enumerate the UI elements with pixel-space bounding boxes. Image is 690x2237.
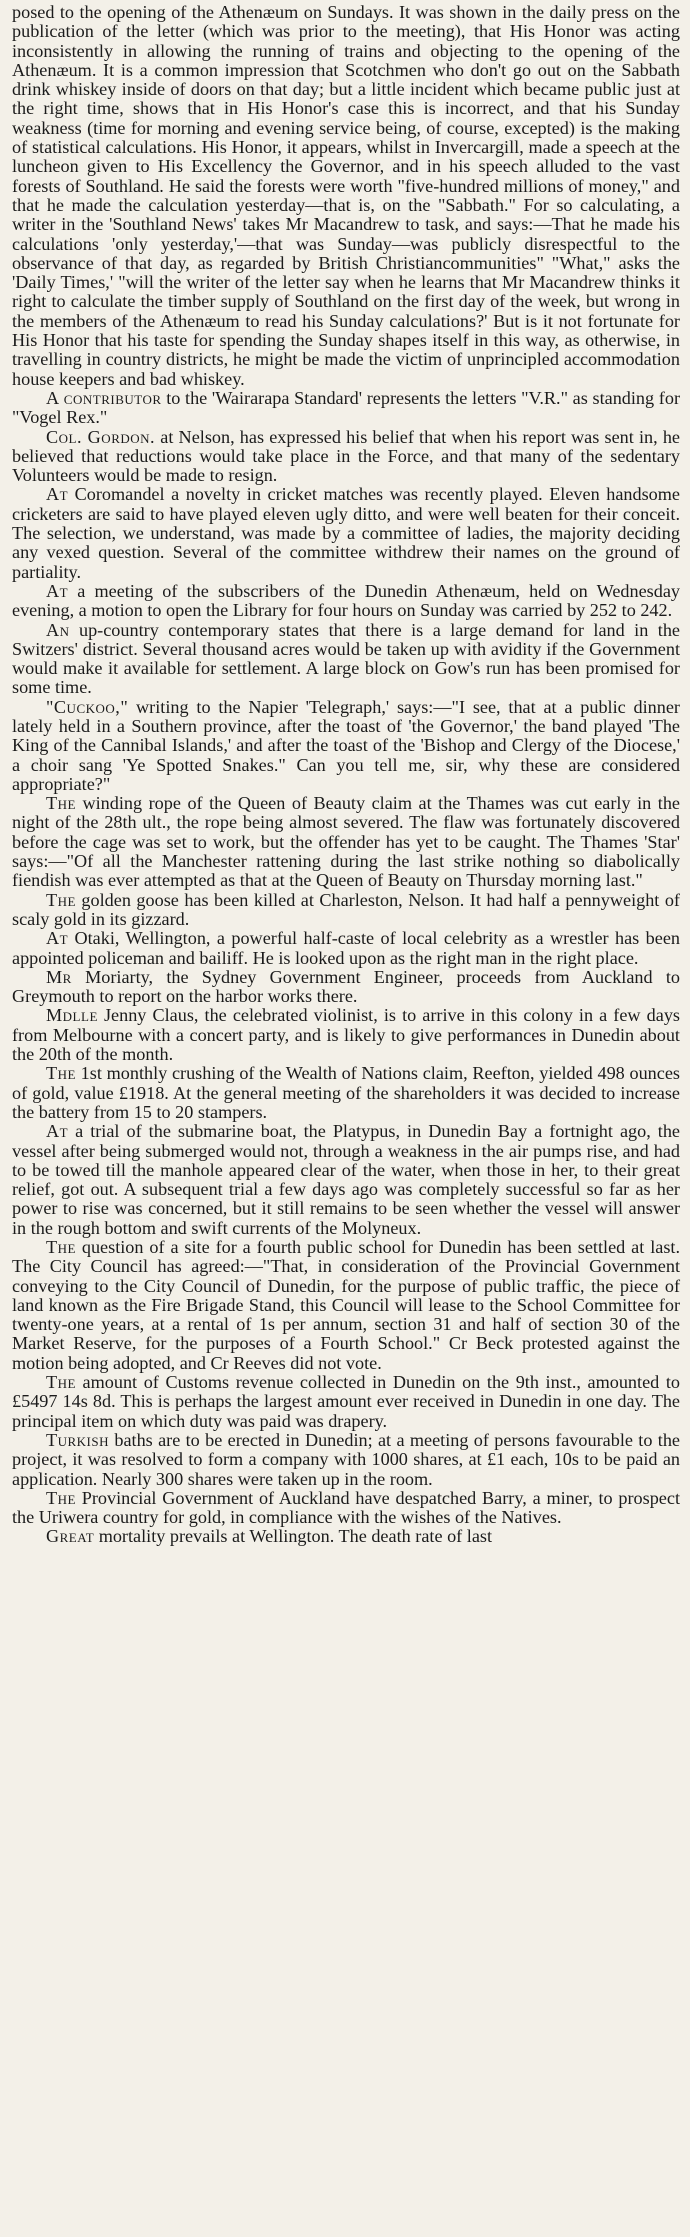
paragraph-text: up-country contemporary states that there is a large demand for land in the Switzers' district. Several thousand acres would be taken up with avidity if the Government would make it available for settlement. A large block on Gow's run has been promised for some time. — [12, 619, 680, 698]
paragraph-queen-of-beauty — [12, 794, 680, 890]
paragraph-moriarty — [12, 968, 680, 1007]
paragraph-lead: The — [46, 1237, 76, 1257]
paragraph-jenny-claus — [12, 1006, 680, 1064]
paragraph-lead: Great — [46, 1526, 95, 1547]
paragraph-lead: The — [46, 793, 76, 814]
paragraph-switzers-land — [12, 621, 680, 698]
paragraph-lead: A contributor — [46, 387, 162, 408]
paragraph-text: Otaki, Wellington, a powerful half-caste of local celebrity as a wrestler has been appointed policeman and bailiff. He is looked upon as the right man in the right place. — [12, 928, 680, 968]
paragraph-text: 1st monthly crushing of the Wealth of Nations claim, Reefton, yielded 498 ounces of gold, value £1918. At the general meeting of the shareholders it was decided to increase the battery from 15 to 20 stampers. — [12, 1063, 680, 1122]
paragraph-athenaeum-meeting — [12, 582, 680, 621]
paragraph-text: Jenny Claus, the celebrated violinist, is to arrive in this colony in a few days from Melbourne with a concert party, and is likely to give performances in Dunedin about the 20th of the month. — [12, 1005, 680, 1065]
paragraph-lead: The — [46, 1487, 76, 1508]
paragraph-wealth-of-nations — [12, 1064, 680, 1122]
paragraph-lead: The — [46, 1372, 76, 1393]
paragraph-lead: At — [46, 928, 69, 949]
paragraph-athenaeum-sunday — [12, 3, 680, 389]
paragraph-lead: "Cuckoo," — [46, 696, 129, 717]
paragraph-fourth-school — [12, 1238, 680, 1373]
paragraph-text: a trial of the submarine boat, the Platypus, in Dunedin Bay a fortnight ago, the vessel after being submerged would not, through a weakness in the air pumps rise, and had to be towed till the manhole appeared clear of the water, when those in her, to their great relief, got out. A subsequent trial a few days ago was completely successful so far as her power to rise was concerned, but it still remains to be seen whether the vessel will answer in the rough bottom and swift currents of the Molyneux. — [12, 1121, 680, 1238]
paragraph-lead: At — [46, 1121, 69, 1142]
paragraph-platypus-submarine — [12, 1122, 680, 1238]
paragraph-golden-goose — [12, 891, 680, 930]
paragraph-cuckoo-letter — [12, 698, 680, 794]
paragraph-text: mortality prevails at Wellington. The death rate of last — [94, 1526, 493, 1547]
paragraph-text: winding rope of the Queen of Beauty claim at the Thames was cut early in the night of the 28th ult., the rope being almost severed. The flaw was fortunately discovered before the cage was set to work, but the offender has yet to be caught. The Thames 'Star' says:—"Of all the Manchester rattening during the last strike nothing so diabolically fiendish was ever attempted as that at the Queen of Beauty on Thursday morning last." — [12, 793, 680, 891]
paragraph-lead: The — [46, 889, 76, 910]
paragraph-text: amount of Customs revenue collected in Dunedin on the 9th inst., amounted to £5497 14s 8d. This is perhaps the largest amount ever received in Dunedin in one day. The principal item on which duty was paid was drapery. — [12, 1372, 680, 1431]
paragraph-text: writing to the Napier 'Telegraph,' says:—"I see, that at a public dinner lately held in a Southern province, after the toast of 'the Governor,' the band played 'The King of the Cannibal Islands,' and after the toast of the 'Bishop and Clergy of the Diocese,' a choir sang 'Ye Spotted Snakes." Can you tell me, sir, why these are considered appropriate?" — [12, 696, 680, 794]
paragraph-lead: The — [46, 1063, 76, 1084]
paragraph-text: to the 'Wairarapa Standard' represents the letters "V.R." as standing for "Vogel Rex." — [12, 387, 681, 428]
paragraph-text: golden goose has been killed at Charleston, Nelson. It had half a pennyweight of scaly gold in its gizzard. — [12, 889, 680, 929]
paragraph-uriwera-prospect — [12, 1489, 680, 1528]
paragraph-lead: Mr — [46, 966, 72, 987]
paragraph-text: a meeting of the subscribers of the Dunedin Athenæum, held on Wednesday evening, a motion to open the Library for four hours on Sunday was carried by 252 to 242. — [12, 580, 680, 621]
paragraph-text: at Nelson, has expressed his belief that when his report was sent in, he believed that reductions would take place in the Force, and that many of the sedentary Volunteers would be made to resign. — [12, 426, 680, 486]
paragraph-customs-revenue — [12, 1373, 680, 1431]
paragraph-lead: An — [46, 619, 70, 640]
paragraph-vogel-rex — [12, 389, 680, 428]
paragraph-lead: Mdlle — [46, 1005, 98, 1026]
paragraph-lead: At — [46, 580, 69, 601]
paragraph-lead: Col. Gordon. — [46, 426, 156, 447]
paragraph-coromandel-cricket — [12, 485, 680, 581]
paragraph-lead: At — [46, 484, 69, 505]
paragraph-text: posed to the opening of the Athenæum on Sundays. It was shown in the daily press on the publication of the letter (which was prior to the meeting), that His Honor was acting inconsistently in allowing the running of trains and objecting to the opening of the Athenæum. It is a common impression that Scotchmen who don't go out on the Sabbath drink whiskey inside of doors on that day; but a little incident which became public just at the right time, shows that in His Honor's case this is incorrect, and that his Sunday weakness (time for morning and evening service being, of course, excepted) is the making of statistical calculations. His Honor, it appears, whilst in Invercargill, made a speech at the luncheon given to His Excellency the Governor, and in his speech alluded to the vast forests of Southland. He said the forests were worth "five-hundred millions of money," and that he made the calculation yesterday—that is, on the "Sabbath." For so calculating, a writer in the 'Southland News' takes Mr Macandrew to task, and says:—That he made his calculations 'only yesterday,'—that was Sunday—was publicly disrespectful to the observance of that day, as regarded by British Christiancommunities" "What," asks the 'Daily Times,' "will the writer of the letter say when he learns that Mr Macandrew thinks it right to calculate the timber supply of Southland on the first day of the week, but wrong in the members of the Athenæum to read his Sunday calculations?' But is it not fortunate for His Honor that his taste for spending the Sunday shapes itself in this way, as otherwise, in travelling in country districts, he might be made the victim of unprincipled accommodation house keepers and bad whiskey. — [12, 2, 680, 389]
paragraph-text: Coromandel a novelty in cricket matches was recently played. Eleven handsome cricketers are said to have played eleven ugly ditto, and were well beaten for their conceit. The selection, we understand, was made by a committee of ladies, the majority deciding any vexed question. Several of the committee withdrew their names on the ground of partiality. — [12, 484, 680, 582]
paragraph-col-gordon — [12, 428, 680, 486]
paragraph-lead: Turkish — [46, 1429, 110, 1450]
paragraph-text: baths are to be erected in Dunedin; at a meeting of persons favourable to the project, it was resolved to form a company with 1000 shares, at £1 each, 10s to be paid an application. Nearly 300 shares were taken up in the room. — [12, 1429, 680, 1489]
paragraph-text: question of a site for a fourth public school for Dunedin has been settled at last. The City Council has agreed:—"That, in consideration of the Provincial Government conveying to the City Council of Dunedin, for the purpose of public traffic, the piece of land known as the Fire Brigade Stand, this Council will lease to the School Committee for twenty-one years, at a rental of 1s per annum, section 31 and half of section 30 of the Market Reserve, for the purposes of a Fourth School." Cr Beck protested against the motion being adopted, and Cr Reeves did not vote. — [12, 1237, 680, 1373]
paragraph-otaki-wrestler — [12, 929, 680, 968]
paragraph-text: Moriarty, the Sydney Government Engineer, proceeds from Auckland to Greymouth to report on the harbor works there. — [12, 966, 680, 1007]
paragraph-turkish-baths — [12, 1431, 680, 1489]
paragraph-wellington-mortality — [12, 1527, 680, 1546]
paragraph-text: Provincial Government of Auckland have despatched Barry, a miner, to prospect the Uriwera country for gold, in compliance with the wishes of the Natives. — [12, 1487, 680, 1528]
